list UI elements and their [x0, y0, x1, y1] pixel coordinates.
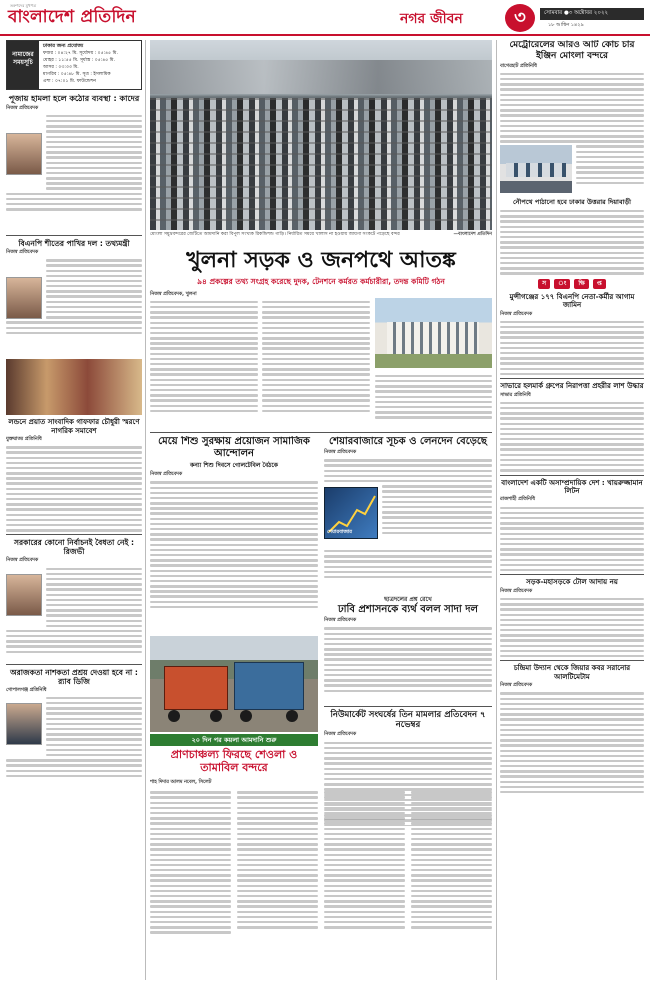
- headline-sheola: প্রাণচাঞ্চল্য ফিরছে শেওলা ও তামাবিল বন্দরে: [170, 748, 298, 775]
- byline: নিজস্ব প্রতিবেদক: [150, 472, 183, 478]
- byline: নিজস্ব প্রতিবেদক: [500, 588, 533, 594]
- right-column: [500, 40, 644, 980]
- story-body: [6, 259, 142, 359]
- share-graphic-label: শেয়ারবাজার: [327, 529, 353, 536]
- photo-metro-coach: [500, 145, 572, 193]
- caption-port-text: মোংলা সমুদ্রবন্দরের জেটিতে আমদানি করা বিপুল সংখ্যক রিকন্ডিশন্ড গাড়ি। নির্ধারিত সময়ে খালাস না হওয়ায় জায়গা সংকটে পড়েছে বন্দর: [150, 232, 400, 237]
- prayer-row: ফজর : ০৪:২৭ মি. সূর্যোদয় : ০৫:৪৫ মি.: [43, 51, 118, 56]
- photo-obaidul-quader: [6, 133, 42, 175]
- headline-khulna: খুলনা সড়ক ও জনপথে আতঙ্ক: [186, 248, 456, 273]
- inset-headline-metro: নৌপথে পাঠানো হবে ঢাকার উত্তরার দিয়াবাড়ী: [513, 198, 631, 207]
- briefs-banner: [500, 279, 644, 289]
- byline: রাজশাহী প্রতিনিধি: [500, 497, 535, 503]
- byline: সাভার প্রতিনিধি: [500, 392, 531, 398]
- headline-puja: পূজায় হামলা হলে কঠোর ব্যবস্থা : কাদের: [8, 94, 140, 103]
- prayer-row: এশা : ০৭:০১ মি. ফাউন্ডেশন: [43, 79, 96, 84]
- briefs-letter: প্ত: [593, 279, 606, 289]
- byline: নিজস্ব প্রতিবেদক: [324, 618, 357, 624]
- byline: নিজস্ব প্রতিবেদক, খুলনা: [150, 292, 197, 297]
- byline: নিজস্ব প্রতিবেদক: [324, 732, 357, 738]
- headline-newmarket: নিউমার্কেট সংঘর্ষের তিন মামলার প্রতিবেদন ৭ নভেম্বর: [330, 710, 486, 731]
- date-line: সোমবার ●৩ অক্টোবর ২০২২: [540, 8, 644, 20]
- headline-dhabi: ঢাবি প্রশাসনকে ব্যর্থ বলল সাদা দল: [337, 604, 479, 616]
- byline: শাহ দিদার আলম নবেল, সিলেট: [150, 780, 212, 785]
- headline-liton: বাংলাদেশ একটি অসাম্প্রদায়িক দেশ : খায়রুজ্জামান লিটন: [501, 478, 643, 495]
- story-body: [6, 115, 142, 235]
- headline-london: লন্ডনে প্রয়াত সাংবাদিক গাফফার চৌধুরী স্মরণে নাগরিক সমাবেশ: [8, 418, 140, 435]
- metro-inset: [500, 145, 644, 197]
- byline: নিজস্ব প্রতিবেদক: [500, 683, 533, 689]
- briefs-letter: ং: [554, 279, 570, 289]
- story-share: [324, 436, 492, 596]
- headline-rizvi: সরকারের কোনো নির্বাচনই বৈধতা নেই : রিজভী: [14, 538, 134, 557]
- photo-khulna-office: [375, 298, 492, 368]
- prayer-times-box: [6, 40, 142, 90]
- photo-trucks-tamabil: [150, 636, 318, 732]
- story-body: [6, 697, 142, 787]
- divider: [150, 432, 492, 433]
- prayer-row: যোহর : ১১:৫৫ মি. সূর্যাস্ত : ০৫:৪৫ মি.: [43, 58, 116, 63]
- prayer-header: ঢাকার জন্য প্রযোজ্য: [43, 43, 84, 49]
- caption-port-photo: [150, 232, 492, 238]
- headline-metro: মেট্রোরেলের আরও আট কোচ চার ইঞ্জিন মোংলা বন্দরে: [509, 40, 635, 61]
- byline: নিজস্ব প্রতিবেদক: [324, 450, 357, 455]
- photo-credit: —বাংলাদেশ প্রতিদিন: [453, 232, 492, 237]
- subhead-khulna: ৯৪ প্রকল্পের তথ্য সংগ্রহ করেছে দুদক, টেনশনে কর্মরত কর্মচারীরা, তদন্ত কমিটি গঠন: [197, 277, 445, 286]
- share-market-graphic: [324, 487, 378, 539]
- byline: গোপালগঞ্জ প্রতিনিধি: [6, 687, 47, 693]
- column-divider: [496, 40, 497, 980]
- banner-sheola: ২০ দিন পর কয়লা আমদানি শুরু: [150, 734, 318, 746]
- byline: নিজস্ব প্রতিবেদক: [500, 311, 533, 317]
- headline-ziya: চন্দ্রিমা উদ্যান থেকে জিয়ার কবর সরানোর আলটিমেটাম: [513, 664, 631, 681]
- newspaper-logo: বাংলাদেশ প্রতিদিন: [8, 7, 136, 27]
- section-name: নগর জীবন: [400, 11, 463, 27]
- photo-london-rally: [6, 359, 142, 415]
- share-inset: [324, 485, 492, 547]
- left-column: [6, 94, 142, 974]
- photo-information-minister: [6, 277, 42, 319]
- khulna-body-2: [262, 298, 370, 428]
- byline: নিজস্ব প্রতিবেদক: [6, 105, 39, 111]
- story-sheola-body: [150, 778, 492, 978]
- briefs-letter: স: [538, 279, 550, 289]
- headline-road-toll: সড়ক-মহাসড়কে টোল আদায় নয়: [526, 578, 618, 587]
- photo-rab-dg: [6, 703, 42, 745]
- headline-savar: সাভারে হলমার্ক গ্রুপের নিরাপত্তা প্রহরীর লাশ উদ্ধার: [500, 382, 644, 391]
- story-meye: [150, 436, 318, 636]
- kicker-dhabi: ছাত্রদলের প্রশ্ন রেখে: [384, 596, 432, 603]
- page-number: ৩: [505, 4, 535, 32]
- byline: নিজস্ব প্রতিবেদক: [6, 558, 39, 564]
- khulna-body-1: [150, 298, 258, 428]
- subhead-meye: কন্যা শিশু দিবসে গোলটেবিল বৈঠকে: [190, 462, 278, 469]
- logo-tagline: তরুণদের মুখপত্র: [10, 3, 37, 8]
- story-body: [6, 568, 142, 664]
- headline-bnp: বিএনপি শীতের পাখির দল : তথ্যমন্ত্রী: [18, 238, 130, 248]
- date-sub: ১৮ আশ্বিন ১৪২৯: [548, 22, 584, 28]
- photo-rizvi: [6, 574, 42, 616]
- byline: নিজস্ব প্রতিবেদক: [6, 249, 39, 255]
- story-body: [6, 446, 142, 531]
- headline-munshiganj: মুন্সীগঞ্জের ১৭৭ বিএনপি নেতা-কর্মীর আগাম জামিন: [509, 292, 635, 310]
- column-divider: [145, 40, 146, 980]
- byline: যুক্তরাজ্য প্রতিনিধি: [6, 436, 42, 442]
- briefs-letter: ক্ষি: [574, 279, 589, 289]
- prayer-row: মাগরিব : ০৫:৪৮ মি. সূত্র : ইসলামিক: [43, 72, 111, 77]
- headline-share: শেয়ারবাজারে সূচক ও লেনদেন বেড়েছে: [329, 436, 487, 447]
- story-dhabi: [324, 596, 492, 706]
- headline-meye: মেয়ে শিশু সুরক্ষায় প্রয়োজন সামাজিক আন্দোলন: [158, 436, 310, 459]
- prayer-title: নামাজের সময়সূচি: [7, 41, 39, 89]
- byline: বাগেরহাট প্রতিনিধি: [500, 63, 537, 69]
- khulna-body-3: [375, 372, 492, 428]
- photo-mongla-port: [150, 40, 492, 230]
- headline-rab: অরাজকতা নাশকতা প্রশ্রয় দেওয়া হবে না : র‍্যাব ডিজি: [10, 667, 138, 686]
- prayer-row: আসর : ০৩:৩৩ মি.: [43, 65, 79, 70]
